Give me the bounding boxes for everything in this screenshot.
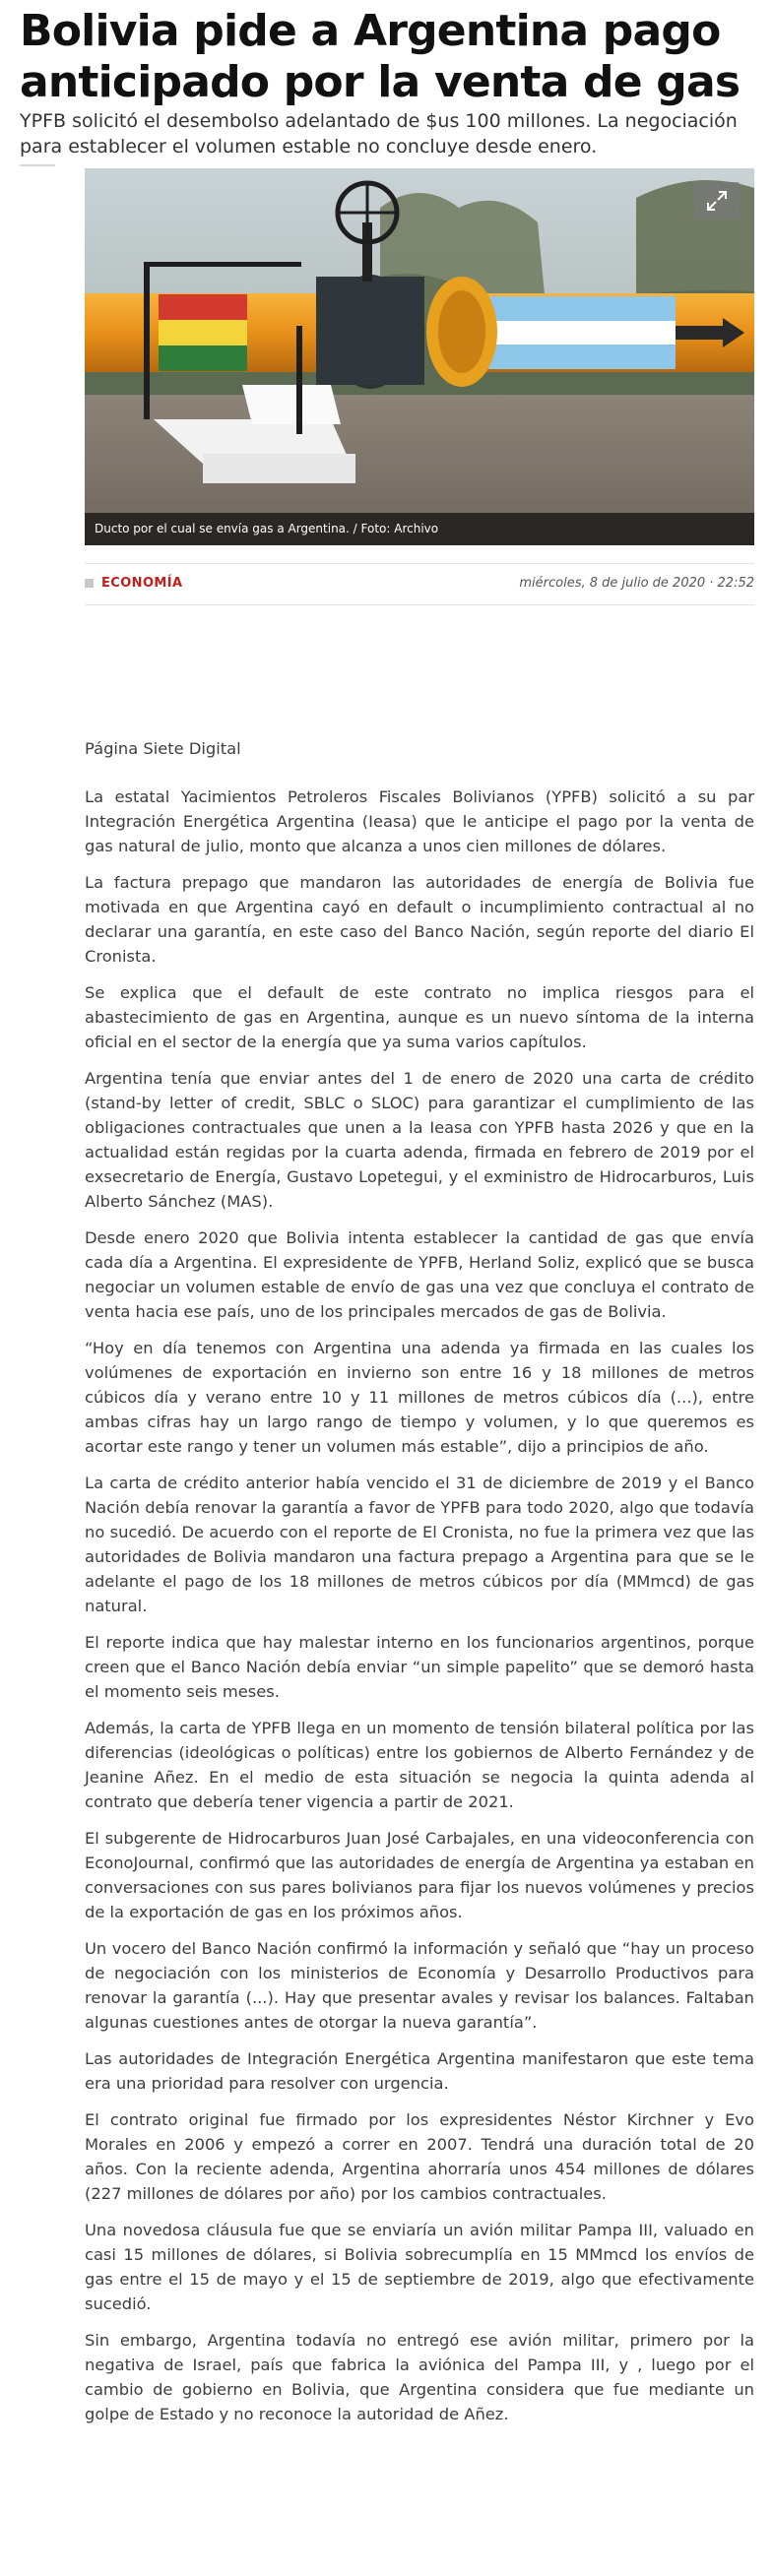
publish-date: miércoles, 8 de julio de 2020 · 22:52 — [519, 576, 754, 591]
byline: Página Siete Digital — [85, 739, 241, 758]
divider — [20, 164, 55, 166]
article-paragraph: Las autoridades de Integración Energética Argentina manifestaron que este tema era una prioridad para resolver con urgencia. — [85, 2049, 754, 2093]
article-paragraph: El reporte indica que hay malestar interno en los funcionarios argentinos, porque creen que el Banco Nación debía enviar “un simple papelito” que se demoró hasta el momento seis meses. — [85, 1633, 754, 1701]
article-paragraph: Sin embargo, Argentina todavía no entregó ese avión militar, primero por la negativa de Israel, país que fabrica la aviónica del Pampa III, y , luego por el cambio de gobierno en Bolivia, que Argentina considera que fue mediante un golpe de Estado y no reconoce la autoridad de Añez. — [85, 2331, 754, 2423]
divider — [85, 563, 754, 564]
article-subtitle: YPFB solicitó el desembolso adelantado de $us 100 millones. La negociación para establecer el volumen estable no concluye desde enero. — [20, 110, 738, 157]
article-paragraph: La estatal Yacimientos Petroleros Fiscales Bolivianos (YPFB) solicitó a su par Integración Energética Argentina (Ieasa) que le anticipe el pago por la venta de gas natural de julio, monto que alcanza a unos cien millones de dólares. — [85, 787, 754, 855]
section-link[interactable]: ECONOMÍA — [101, 576, 183, 591]
expand-icon — [706, 190, 728, 212]
article-paragraph: La factura prepago que mandaron las autoridades de energía de Bolivia fue motivada en que Argentina cayó en default o incumplimiento contractual al no declarar una garantía, en este caso del Banco Nación, según reporte del diario El Cronista. — [85, 873, 754, 966]
pipeline-photo-illustration — [85, 168, 754, 545]
article-paragraph: Se explica que el default de este contrato no implica riesgos para el abastecimiento de gas en Argentina, aunque es un nuevo síntoma de la interna oficial en el sector de la energía que ya suma varios capítulos. — [85, 983, 754, 1051]
divider — [85, 604, 754, 605]
article-paragraph: La carta de crédito anterior había vencido el 31 de diciembre de 2019 y el Banco Nación debía renovar la garantía a favor de YPFB para todo 2020, algo que todavía no sucedió. De acuerdo con el reporte de El Cronista, no fue la primera vez que las autoridades de Bolivia mandaron una factura prepago a Argentina para que se le adelante el pago de los 18 millones de metros cúbicos por día (MMmcd) de gas natural. — [85, 1474, 754, 1615]
photo-caption-bar — [85, 513, 754, 545]
article-paragraph: Un vocero del Banco Nación confirmó la información y señaló que “hay un proceso de negociación con los ministerios de Economía y Desarrollo Productivos para renovar la garantía (...). Hay que presentar avales y revisar los balances. Faltaban algunas cuestiones antes de otorgar la nueva garantía”. — [85, 1939, 754, 2032]
photo-caption: Ducto por el cual se envía gas a Argentina. / Foto: Archivo — [95, 522, 439, 535]
article-body — [85, 736, 754, 2438]
article-paragraph: “Hoy en día tenemos con Argentina una adenda ya firmada en las cuales los volúmenes de exportación en invierno son entre 16 y 18 millones de metros cúbicos día y verano entre 10 y 11 millones de metros cúbicos día (...), entre ambas cifras hay un largo rango de tiempo y volumen, y lo que queremos es acortar este rango y tener un volumen más estable”, dijo a principios de año. — [85, 1339, 754, 1456]
article-paragraph: Una novedosa cláusula fue que se enviaría un avión militar Pampa III, valuado en casi 15 millones de dólares, si Bolivia sobrecumplía en 15 MMmcd los envíos de gas entre el 15 de mayo y el 15 de septiembre de 2019, algo que efectivamente sucedió. — [85, 2221, 754, 2313]
expand-image-button[interactable] — [694, 182, 740, 220]
article-paragraph: Argentina tenía que enviar antes del 1 de enero de 2020 una carta de crédito (stand-by letter of credit, SBLC o SLOC) para garantizar el cumplimiento de las obligaciones contractuales que unen a la Ieasa con YPFB hasta 2026 y que en la actualidad están regidas por la cuarta adenda, firmada en febrero de 2019 por el exsecretario de Energía, Gustavo Lopetegui, y el exministro de Hidrocarburos, Luis Alberto Sánchez (MAS). — [85, 1069, 754, 1211]
article-paragraph: El subgerente de Hidrocarburos Juan José Carbajales, en una videoconferencia con EconoJournal, confirmó que las autoridades de energía de Argentina ya estaban en conversaciones con sus pares bolivianos para fijar los nuevos volúmenes y precios de la exportación de gas en los próximos años. — [85, 1829, 754, 1921]
section-square-icon — [85, 579, 94, 588]
article-paragraph: El contrato original fue firmado por los expresidentes Néstor Kirchner y Evo Morales en 2006 y empezó a correr en 2007. Tendrá una duración total de 20 años. Con la reciente adenda, Argentina ahorraría unos 454 millones de dólares (227 millones de dólares por año) por los cambios contractuales. — [85, 2110, 754, 2203]
article-photo — [85, 168, 754, 545]
article-paragraph: Además, la carta de YPFB llega en un momento de tensión bilateral política por las diferencias (ideológicas o políticas) entre los gobiernos de Alberto Fernández y de Jeanine Añez. En el medio de esta situación se negocia la quinta adenda al contrato que debería tener vigencia a partir de 2021. — [85, 1719, 754, 1811]
article-paragraph: Desde enero 2020 que Bolivia intenta establecer la cantidad de gas que envía cada día a Argentina. El expresidente de YPFB, Herland Soliz, explicó que se busca negociar un volumen estable de envío de gas una vez que concluya el contrato de venta hacia ese país, uno de los principales mercados de gas de Bolivia. — [85, 1228, 754, 1321]
article-headline: Bolivia pide a Argentina pago anticipado por la venta de gas — [20, 6, 741, 107]
article-meta — [85, 574, 754, 594]
